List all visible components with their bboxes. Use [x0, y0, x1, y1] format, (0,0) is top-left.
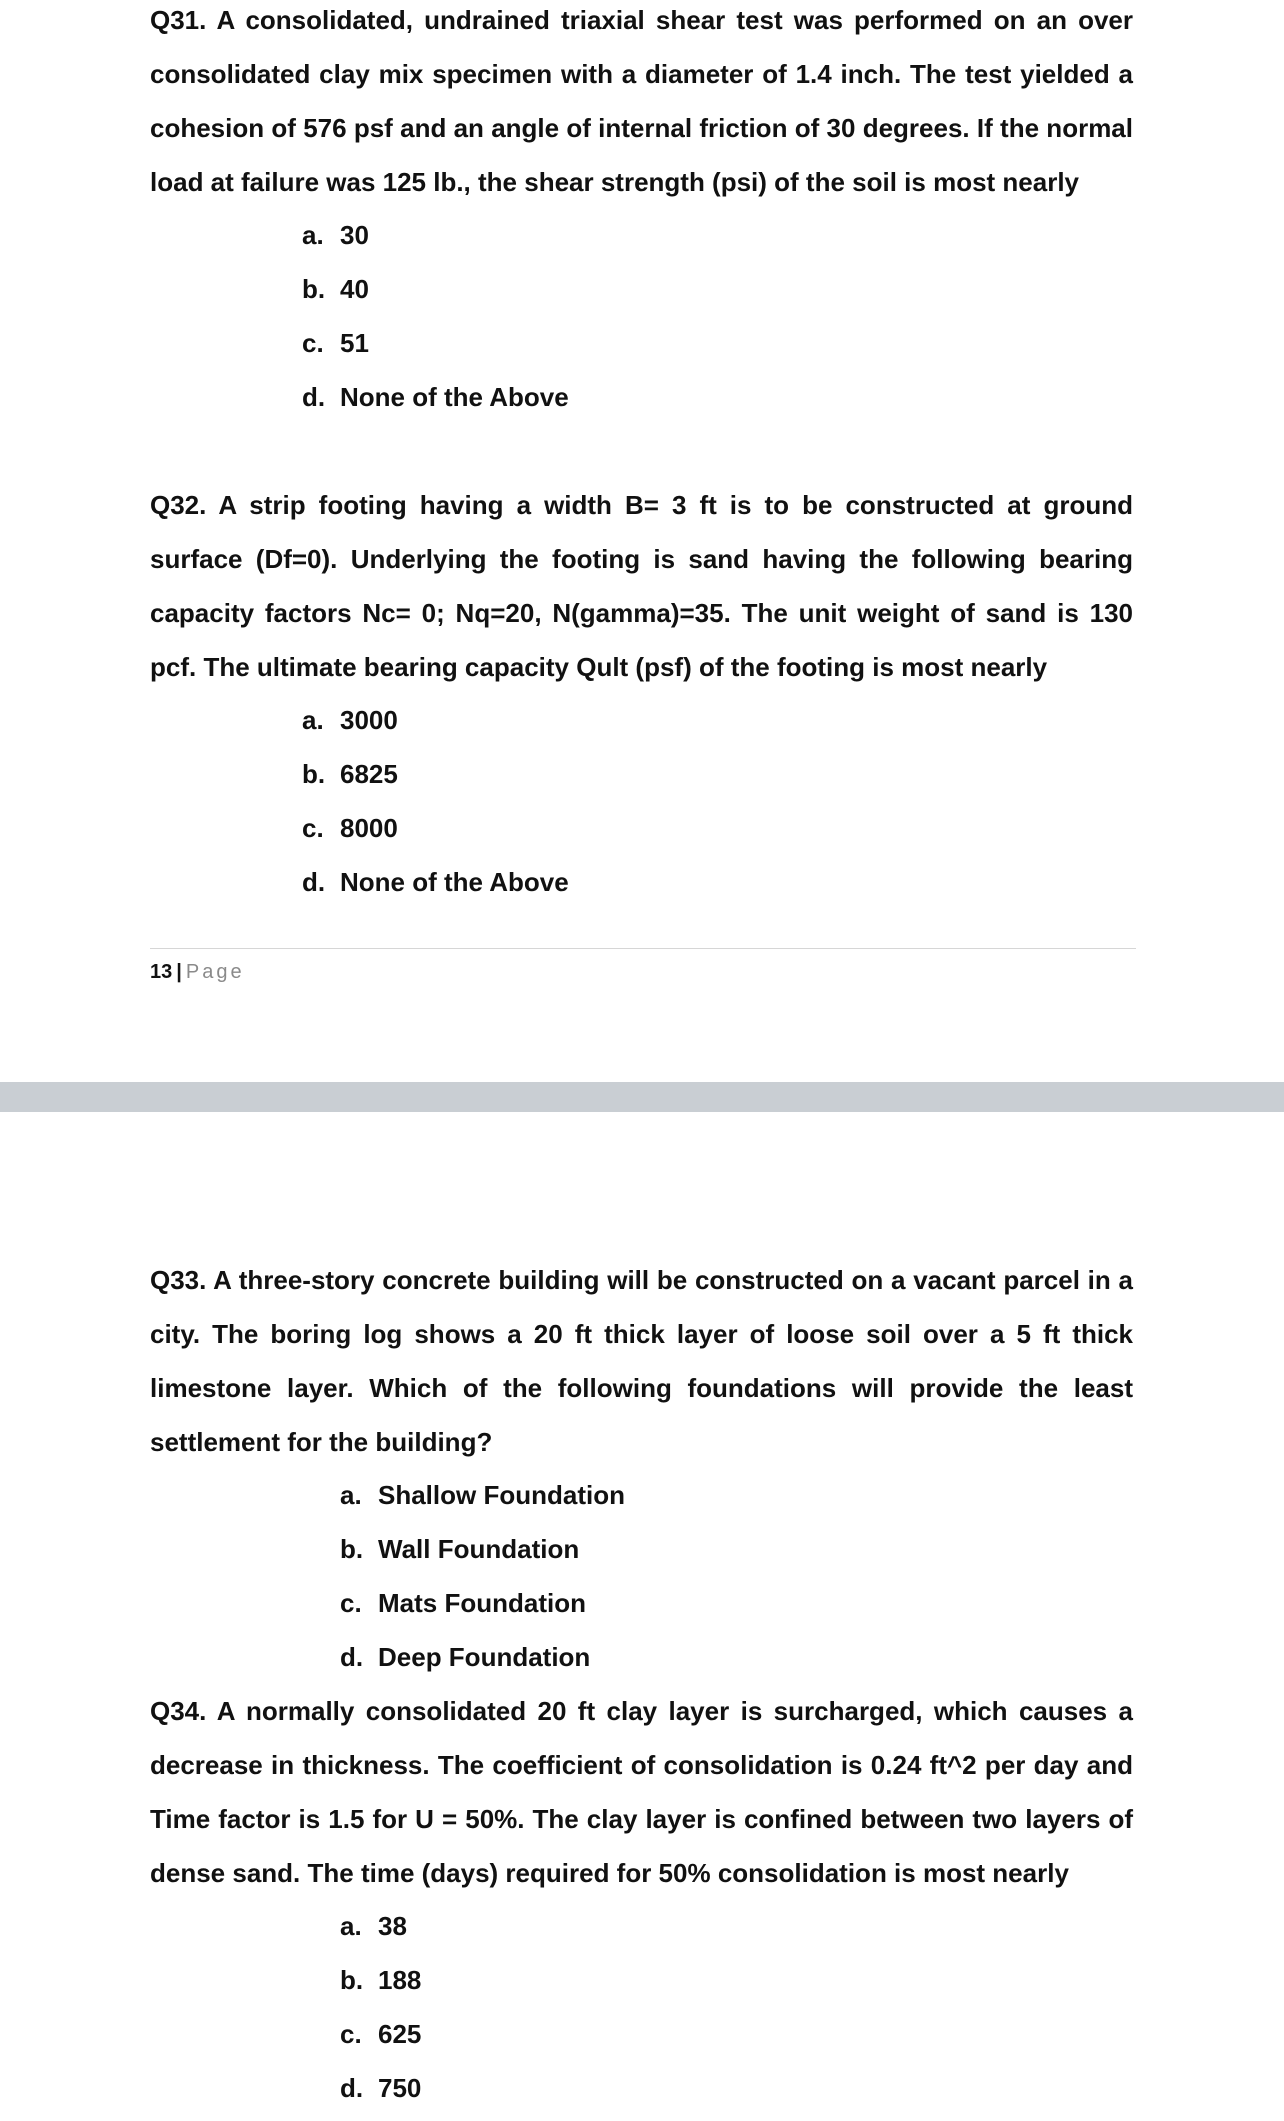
option-letter: a.: [340, 1480, 362, 1510]
option-letter: b.: [340, 1534, 364, 1564]
option-text: 3000: [340, 705, 398, 735]
option-text: 6825: [340, 759, 398, 789]
option-letter: a.: [302, 705, 324, 735]
option-text: 750: [378, 2073, 422, 2103]
option-letter: c.: [302, 813, 324, 843]
option-d: [302, 855, 569, 909]
footer-separator: |: [176, 961, 182, 983]
option-text: None of the Above: [340, 382, 569, 412]
option-text: None of the Above: [340, 867, 569, 897]
option-text: Wall Foundation: [378, 1534, 580, 1564]
option-text: Deep Foundation: [378, 1642, 591, 1672]
option-c: [340, 2007, 421, 2061]
option-letter: d.: [302, 867, 326, 897]
question-32-text: Q32. A strip footing having a width B= 3 ft is to be constructed at ground surface (Df=0). Underlying the footing is sand having the following bearing capacity factors Nc= 0; Nq=20, N(gamma)=35. The unit weight of sand is 130 pcf. The ultimate bearing capacity Qult (psf) of the footing is most nearly: [150, 490, 1133, 682]
option-b: [340, 1953, 421, 2007]
option-text: 38: [378, 1911, 407, 1941]
question-31-text: Q31. A consolidated, undrained triaxial shear test was performed on an over consolidated clay mix specimen with a diameter of 1.4 inch. The test yielded a cohesion of 576 psf and an angle of internal friction of 30 degrees. If the normal load at failure was 125 lb., the shear strength (psi) of the soil is most nearly: [150, 5, 1133, 197]
option-letter: c.: [302, 328, 324, 358]
option-letter: d.: [340, 2073, 364, 2103]
option-letter: b.: [302, 759, 326, 789]
option-c: [302, 316, 569, 370]
option-d: [302, 370, 569, 424]
question-34-options: [340, 1899, 421, 2115]
option-letter: a.: [340, 1911, 362, 1941]
option-b: [340, 1522, 625, 1576]
option-text: 40: [340, 274, 369, 304]
option-b: [302, 262, 569, 316]
document-page-14: [0, 1112, 1284, 2121]
option-text: 30: [340, 220, 369, 250]
option-a: [340, 1468, 625, 1522]
option-a: [302, 693, 569, 747]
option-b: [302, 747, 569, 801]
option-letter: d.: [302, 382, 326, 412]
option-a: [302, 208, 569, 262]
option-letter: b.: [340, 1965, 364, 1995]
option-letter: a.: [302, 220, 324, 250]
option-letter: c.: [340, 1588, 362, 1618]
question-34-text: Q34. A normally consolidated 20 ft clay layer is surcharged, which causes a decrease in thickness. The coefficient of consolidation is 0.24 ft^2 per day and Time factor is 1.5 for U = 50%. The clay layer is confined between two layers of dense sand. The time (days) required for 50% consolidation is most nearly: [150, 1696, 1133, 1888]
option-text: Mats Foundation: [378, 1588, 586, 1618]
page-label: Page: [185, 961, 245, 983]
option-d: [340, 2061, 421, 2115]
option-text: Shallow Foundation: [378, 1480, 625, 1510]
option-letter: d.: [340, 1642, 364, 1672]
option-text: 188: [378, 1965, 422, 1995]
option-text: 625: [378, 2019, 422, 2049]
question-31-options: [302, 208, 569, 424]
option-d: [340, 1630, 625, 1684]
question-33-options: [340, 1468, 625, 1684]
option-text: 8000: [340, 813, 398, 843]
page-separator: [0, 1082, 1284, 1112]
option-c: [340, 1576, 625, 1630]
option-a: [340, 1899, 421, 1953]
option-letter: b.: [302, 274, 326, 304]
question-32-options: [302, 693, 569, 909]
page-footer: [150, 948, 1136, 987]
option-c: [302, 801, 569, 855]
option-text: 51: [340, 328, 369, 358]
page-number: 13: [150, 961, 173, 983]
option-letter: c.: [340, 2019, 362, 2049]
question-33-text: Q33. A three-story concrete building will be constructed on a vacant parcel in a city. The boring log shows a 20 ft thick layer of loose soil over a 5 ft thick limestone layer. Which of the following foundations will provide the least settlement for the building?: [150, 1265, 1133, 1457]
